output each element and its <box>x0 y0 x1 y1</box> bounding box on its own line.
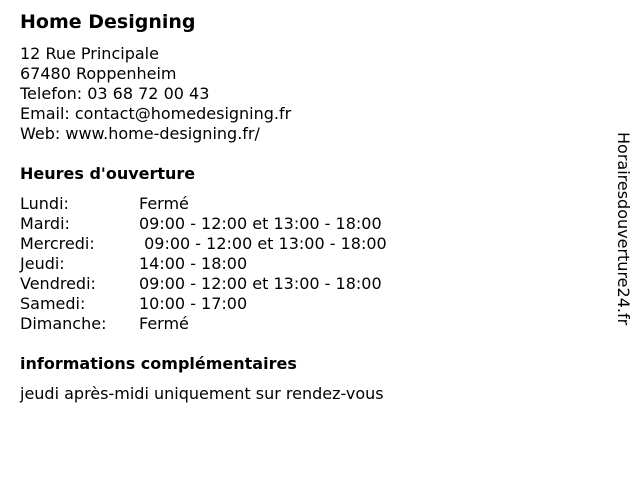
hours-row-mercredi <box>20 234 387 254</box>
hours-title: Heures d'ouverture <box>20 164 196 183</box>
day-hours: 09:00 - 12:00 et 13:00 - 18:00 <box>139 274 382 293</box>
hours-row-dimanche <box>20 314 387 334</box>
hours-list <box>20 194 387 334</box>
contact-block <box>20 44 291 144</box>
day-label: Vendredi: <box>20 274 96 293</box>
hours-row-samedi <box>20 294 387 314</box>
address-line-street: 12 Rue Principale <box>20 44 159 63</box>
info-text: jeudi après-midi uniquement sur rendez-vous <box>20 384 384 403</box>
hours-row-lundi <box>20 194 387 214</box>
address-line-city: 67480 Roppenheim <box>20 64 177 83</box>
day-label: Jeudi: <box>20 254 65 273</box>
hours-row-mardi <box>20 214 387 234</box>
watermark <box>613 132 633 372</box>
info-title: informations complémentaires <box>20 354 297 373</box>
day-label: Mardi: <box>20 214 70 233</box>
watermark-text: Horairesdouverture24.fr <box>614 132 633 326</box>
day-hours: 10:00 - 17:00 <box>139 294 248 313</box>
phone-line: Telefon: 03 68 72 00 43 <box>20 84 210 103</box>
day-hours: 14:00 - 18:00 <box>139 254 248 273</box>
business-name: Home Designing <box>20 11 196 33</box>
day-label: Dimanche: <box>20 314 107 333</box>
day-label: Mercredi: <box>20 234 95 253</box>
day-hours: Fermé <box>139 194 189 213</box>
hours-row-jeudi <box>20 254 387 274</box>
day-hours: 09:00 - 12:00 et 13:00 - 18:00 <box>139 214 382 233</box>
day-hours: Fermé <box>139 314 189 333</box>
web-line: Web: www.home-designing.fr/ <box>20 124 260 143</box>
email-line: Email: contact@homedesigning.fr <box>20 104 292 123</box>
hours-row-vendredi <box>20 274 387 294</box>
day-label: Lundi: <box>20 194 69 213</box>
day-label: Samedi: <box>20 294 86 313</box>
day-hours: 09:00 - 12:00 et 13:00 - 18:00 <box>139 234 387 253</box>
